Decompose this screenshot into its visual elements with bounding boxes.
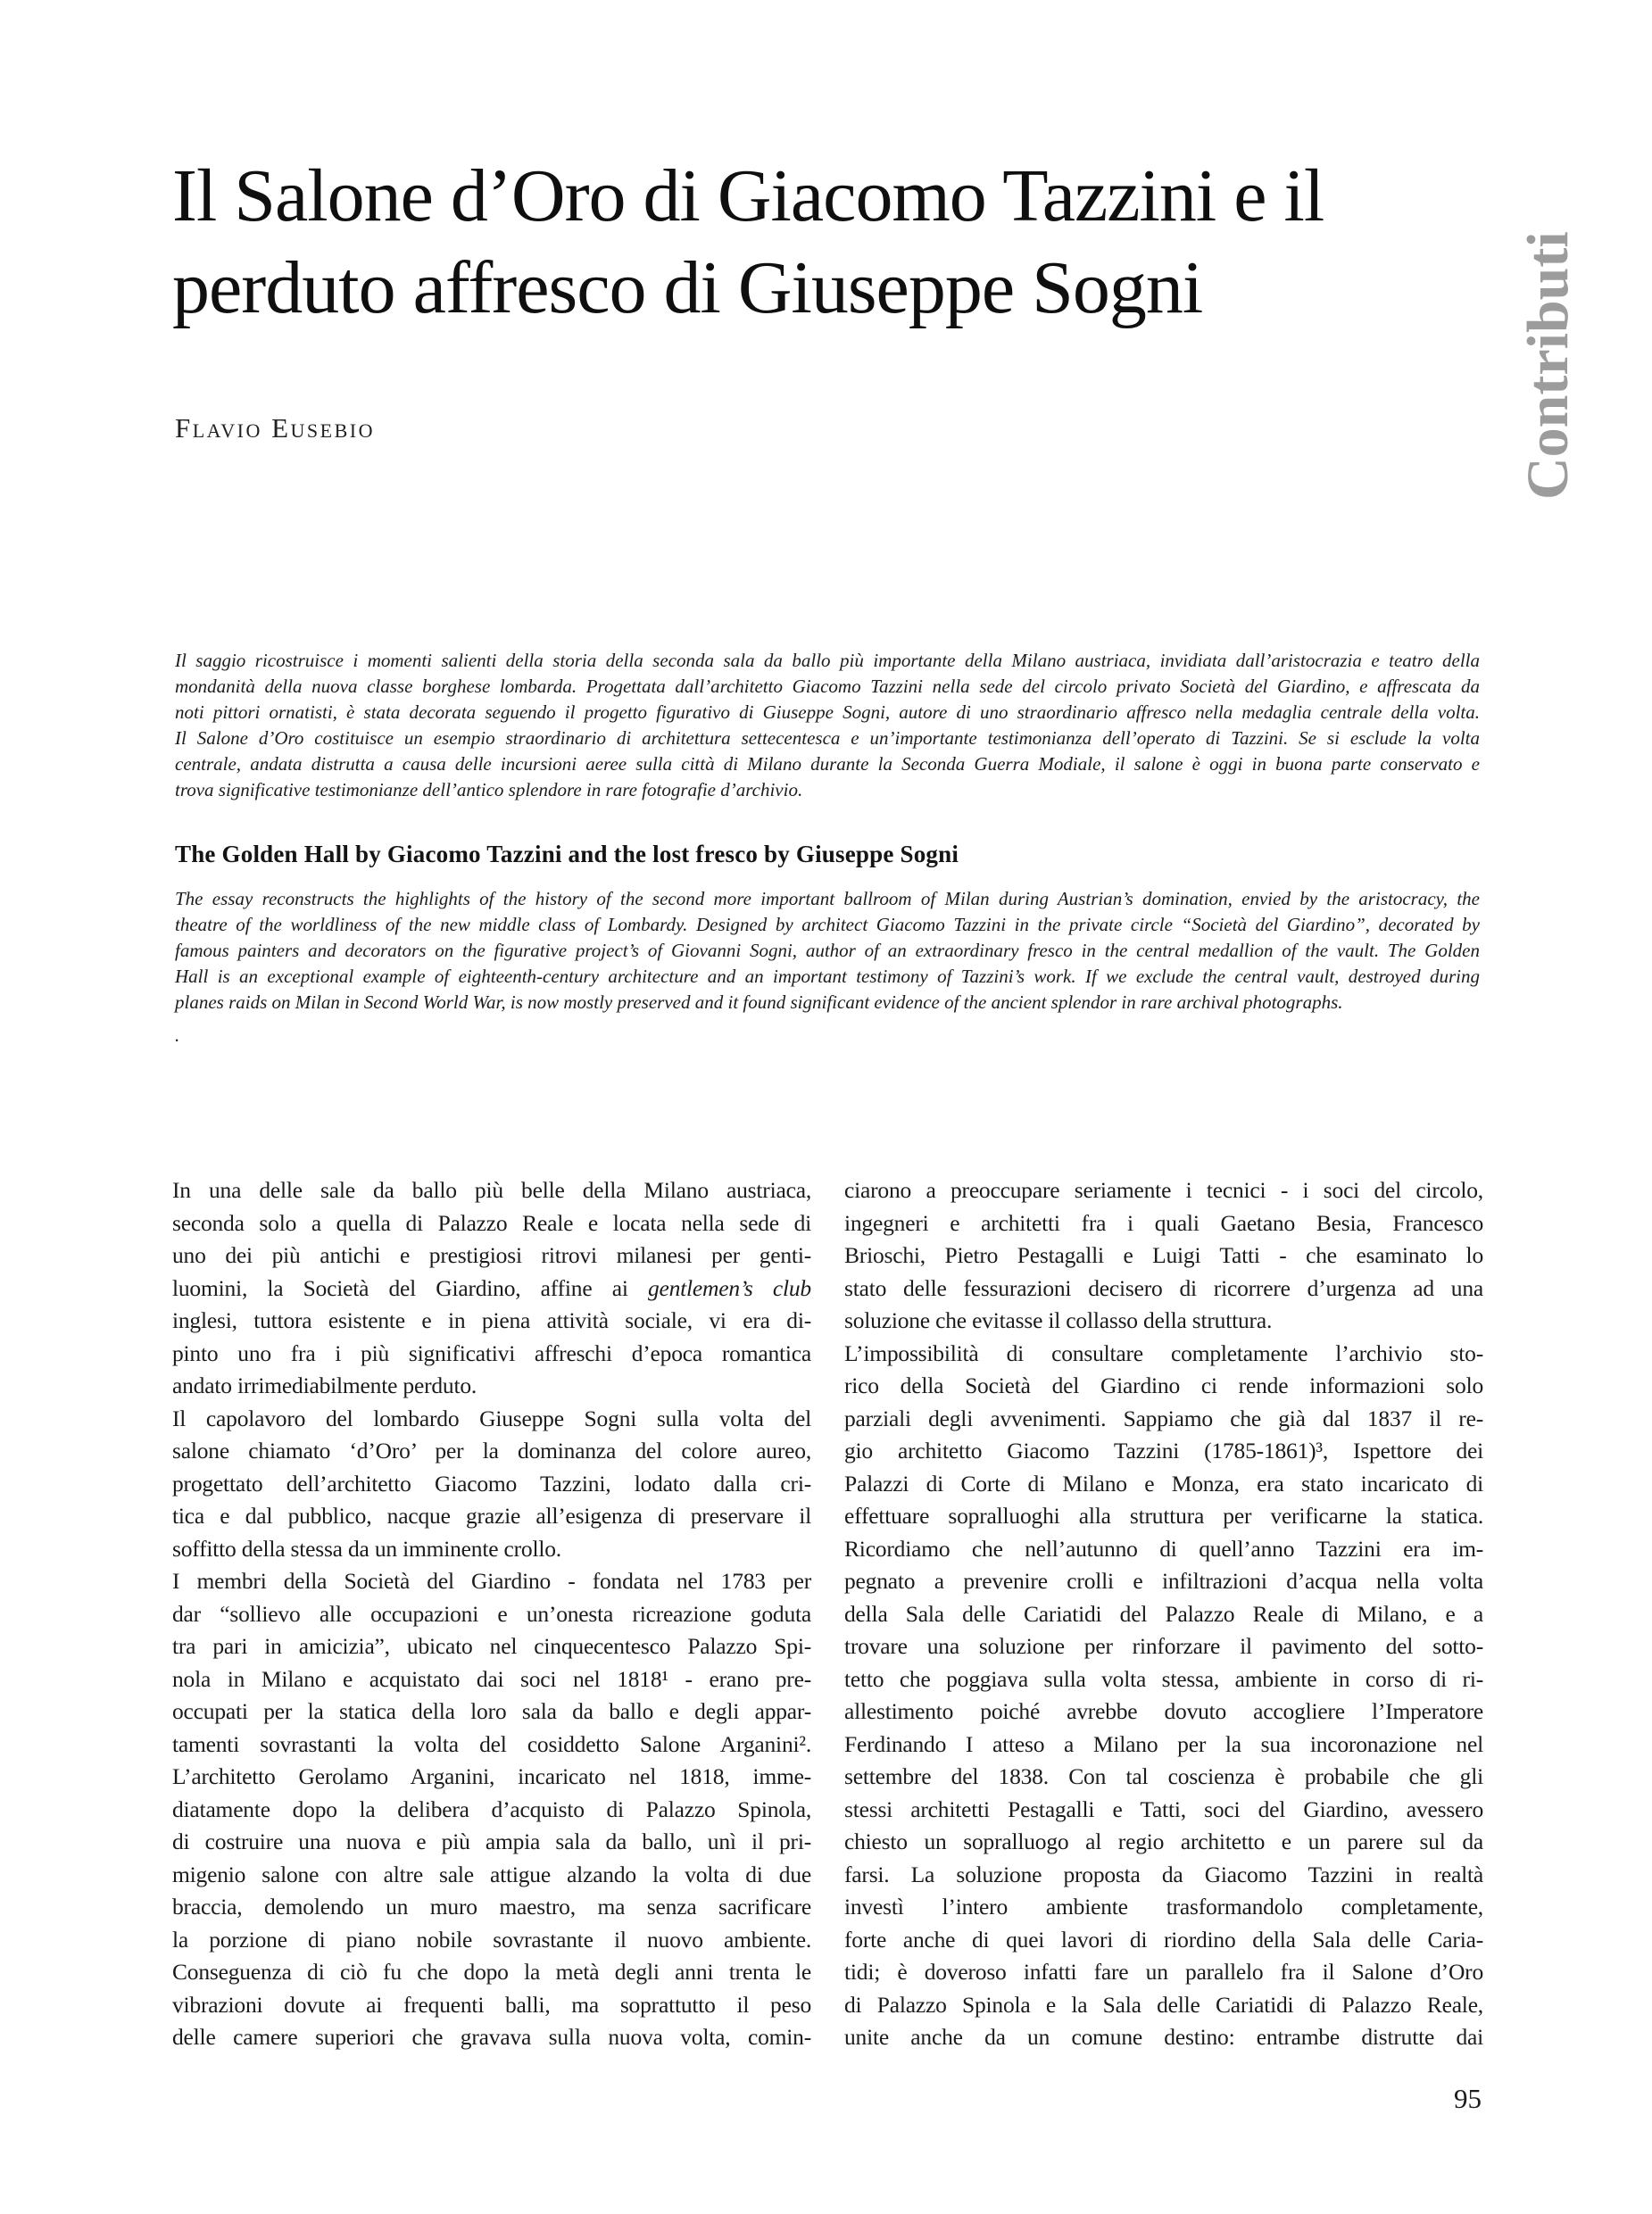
text-line: Ferdinando I atteso a Milano per la sua incoronazione nel (844, 1730, 1483, 1757)
text-line: ciarono a preoccupare seriamente i tecnici - i soci del circolo, (844, 1177, 1483, 1203)
text-line: famous painters and decorators on the figurative project’s of Giovanni Sogni, author of an extraordinary fresco in the central medallion of the vault. The Golden (175, 940, 1480, 961)
article-title (172, 150, 1493, 334)
author-name: Flavio Eusebio (175, 412, 375, 444)
text-line: ingegneri e architetti fra i quali Gaetano Besia, Francesco (844, 1209, 1483, 1236)
abstract-trailing-period: . (175, 1024, 180, 1046)
text-line: andato irrimediabilmente perduto. (172, 1372, 477, 1398)
text-line: L’impossibilità di consultare completamente l’archivio sto- (844, 1339, 1483, 1366)
text-line: farsi. La soluzione proposta da Giacomo Tazzini in realtà (844, 1861, 1483, 1887)
text-line: tra pari in amicizia”, ubicato nel cinquecentesco Palazzo Spi- (172, 1633, 811, 1659)
text-line: soffitto della stessa da un imminente crollo. (172, 1535, 561, 1562)
text-line: planes raids on Milan in Second World War, is now mostly preserved and it found significant evidence of the ancient splendor in rare archival photographs. (175, 991, 1343, 1013)
text-line: In una delle sale da ballo più belle della Milano austriaca, (172, 1177, 811, 1203)
text-line: gio architetto Giacomo Tazzini (1785-1861)³, Ispettore dei (844, 1438, 1483, 1464)
body-column-right (844, 1174, 1483, 2054)
text-line: progettato dell’architetto Giacomo Tazzini, lodato dalla cri- (172, 1470, 811, 1497)
text-line: uno dei più antichi e prestigiosi ritrovi milanesi per genti- (172, 1242, 811, 1268)
text-line: delle camere superiori che gravava sulla nuova volta, comin- (172, 2024, 811, 2050)
text-line: salone chiamato ‘d’Oro’ per la dominanza del colore aureo, (172, 1438, 811, 1464)
abstract-english-heading: The Golden Hall by Giacomo Tazzini and the lost fresco by Giuseppe Sogni (175, 841, 959, 867)
text-line: tetto che poggiava sulla volta stessa, ambiente in corso di ri- (844, 1665, 1483, 1692)
text-line: effettuare sopralluoghi alla struttura per verificarne la statica. (844, 1503, 1483, 1529)
text-line: migenio salone con altre sale attigue alzando la volta di due (172, 1861, 811, 1887)
text-line: Palazzi di Corte di Milano e Monza, era stato incaricato di (844, 1470, 1483, 1497)
text-line: stessi architetti Pestagalli e Tatti, soci del Giardino, avessero (844, 1795, 1483, 1822)
abstract-english (175, 886, 1480, 1016)
text-line: la porzione di piano nobile sovrastante il nuovo ambiente. (172, 1926, 811, 1953)
text-line: unite anche da un comune destino: entrambe distrutte dai (844, 2024, 1483, 2050)
text-line: L’architetto Gerolamo Arganini, incaricato nel 1818, imme- (172, 1763, 811, 1789)
abstract-italian (175, 648, 1480, 803)
text-line: dar “sollievo alle occupazioni e un’onesta ricreazione goduta (172, 1600, 811, 1627)
text-line: rico della Società del Giardino ci rende informazioni solo (844, 1372, 1483, 1398)
article-title-line-2: perduto affresco di Giuseppe Sogni (172, 246, 1203, 329)
text-line: Il Salone d’Oro costituisce un esempio straordinario di architettura settecentesca e un’importante testimonianza dell’operato di Tazzini. Se si esclude la volta (175, 727, 1480, 749)
text-line: seconda solo a quella di Palazzo Reale e locata nella sede di (172, 1209, 811, 1236)
text-line: della Sala delle Cariatidi del Palazzo Reale di Milano, e a (844, 1600, 1483, 1627)
text-line: di costruire una nuova e più ampia sala da ballo, unì il pri- (172, 1828, 811, 1854)
text-line: Conseguenza di ciò fu che dopo la metà degli anni trenta le (172, 1959, 811, 1985)
article-title-line-1: Il Salone d’Oro di Giacomo Tazzini e il (172, 154, 1324, 237)
text-line: Hall is an exceptional example of eighteenth-century architecture and an important testimony of Tazzini’s work. If we exclude the central vault, destroyed during (175, 966, 1480, 987)
text-line: tidi; è doveroso infatti fare un parallelo fra il Salone d’Oro (844, 1959, 1483, 1985)
text-line: Ricordiamo che nell’autunno di quell’anno Tazzini era im- (844, 1535, 1483, 1562)
text-line: settembre del 1838. Con tal coscienza è probabile che gli (844, 1763, 1483, 1789)
text-line: I membri della Società del Giardino - fondata nel 1783 per (172, 1568, 811, 1594)
text-line: theatre of the worldliness of the new middle class of Lombardy. Designed by architect Giacomo Tazzini in the private circle “Società del Giardino”, decorated by (175, 914, 1480, 935)
text-line: stato delle fessurazioni decisero di ricorrere d’urgenza ad una (844, 1274, 1483, 1301)
text-line: Il saggio ricostruisce i momenti salienti della storia della seconda sala da ballo più importante della Milano austriaca, invidiata dall’aristocrazia e teatro della (175, 650, 1480, 671)
body-column-left (172, 1174, 811, 2054)
text-line: mondanità della nuova classe borghese lombarda. Progettata dall’architetto Giacomo Tazzini nella sede del circolo privato Società del Giardino, e affrescata da (175, 676, 1480, 697)
text-line: The essay reconstructs the highlights of the history of the second more important ballroom of Milan during Austrian’s domination, envied by the aristocracy, the (175, 888, 1480, 909)
text-line: vibrazioni dovute ai frequenti balli, ma soprattutto il peso (172, 1991, 811, 2018)
text-line: inglesi, tuttora esistente e in piena attività sociale, vi era di- (172, 1307, 811, 1333)
text-line: forte anche di quei lavori di riordino della Sala delle Caria- (844, 1926, 1483, 1953)
text-line: chiesto un sopralluogo al regio architetto e un parere sul da (844, 1828, 1483, 1854)
text-line: trova significative testimonianze dell’antico splendore in rare fotografie d’archivio. (175, 779, 803, 800)
text-line: soluzione che evitasse il collasso della struttura. (844, 1307, 1273, 1333)
text-line: Il capolavoro del lombardo Giuseppe Sogni sulla volta del (172, 1405, 811, 1431)
section-label-contributi: Contributi (1515, 231, 1581, 500)
text-line: tamenti sovrastanti la volta del cosiddetto Salone Arganini². (172, 1730, 811, 1757)
text-line: luomini, la Società del Giardino, affine ai gentlemen’s club (172, 1274, 811, 1301)
text-line: tica e dal pubblico, nacque grazie all’esigenza di preservare il (172, 1503, 811, 1529)
text-line: Brioschi, Pietro Pestagalli e Luigi Tatti - che esaminato lo (844, 1242, 1483, 1268)
text-line: noti pittori ornatisti, è stata decorata seguendo il progetto figurativo di Giuseppe Sogni, autore di uno straordinario affresco nella medaglia centrale della volta. (175, 701, 1480, 723)
text-line: occupati per la statica della loro sala da ballo e degli appar- (172, 1698, 811, 1724)
text-line: di Palazzo Spinola e la Sala delle Cariatidi di Palazzo Reale, (844, 1991, 1483, 2018)
text-line: centrale, andata distrutta a causa delle incursioni aeree sulla città di Milano durante la Seconda Guerra Modiale, il salone è oggi in buona parte conservato e (175, 753, 1480, 775)
text-line: allestimento poiché avrebbe dovuto accogliere l’Imperatore (844, 1698, 1483, 1724)
text-line: trovare una soluzione per rinforzare il pavimento del sotto- (844, 1633, 1483, 1659)
text-line: pinto uno fra i più significativi affreschi d’epoca romantica (172, 1339, 811, 1366)
text-line: nola in Milano e acquistato dai soci nel 1818¹ - erano pre- (172, 1665, 811, 1692)
page-number: 95 (1454, 2083, 1482, 2114)
text-line: pegnato a prevenire crolli e infiltrazioni d’acqua nella volta (844, 1568, 1483, 1594)
text-line: parziali degli avvenimenti. Sappiamo che già dal 1837 il re- (844, 1405, 1483, 1431)
text-line: diatamente dopo la delibera d’acquisto di Palazzo Spinola, (172, 1795, 811, 1822)
text-line: braccia, demolendo un muro maestro, ma senza sacrificare (172, 1894, 811, 1920)
text-line: investì l’intero ambiente trasformandolo completamente, (844, 1894, 1483, 1920)
